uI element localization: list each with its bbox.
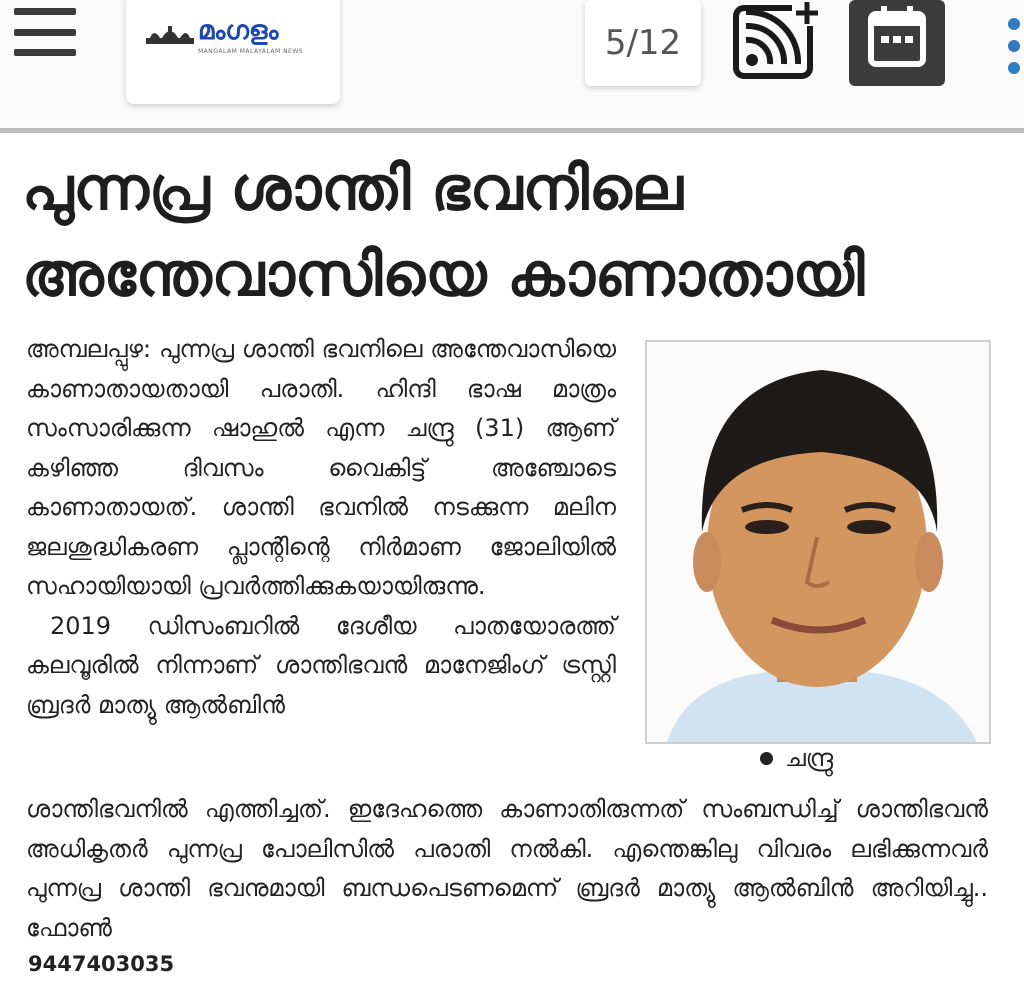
logo-emblem-icon <box>144 24 196 46</box>
photo-caption <box>760 744 833 772</box>
article-photo <box>645 340 991 744</box>
bullet-dot-icon <box>760 752 773 765</box>
logo-card[interactable] <box>126 0 340 104</box>
headline-line-2: അന്തേവാസിയെ കാണാതായി <box>22 240 865 310</box>
phone-number: 9447403035 <box>28 952 175 976</box>
caption-text: ചന്ദ്രു <box>785 744 834 772</box>
calendar-icon <box>849 0 945 86</box>
top-toolbar <box>0 0 1024 130</box>
page-counter[interactable]: 5/12 <box>585 0 701 86</box>
rss-add-icon[interactable] <box>730 0 822 82</box>
person-photo <box>647 342 989 742</box>
article-body-full: ശാന്തിഭവനിൽ എത്തിച്ചത്. ഇദേഹത്തെ കാണാതിരുന്നത് സംബന്ധിച്ച് ശാന്തിഭവൻ അധികൃതർ പുന്നപ്ര പോലിസിൽ പരാതി നൽകി. എന്തെങ്കിലു വിവരം ലഭിക്കുന്നവർ പുന്നപ്ര ശാന്തി ഭവനുമായി ബന്ധപെടണമെന്ന് ബ്രദർ മാത്യു ആൽബിൻ അറിയിച്ചു.. ഫോൺ <box>26 795 988 942</box>
body-paragraph-2: 2019 ഡിസംബറിൽ ദേശീയ പാതയോരത്ത് കലവൂരിൽ നിന്നാണ് ശാന്തിഭവൻ മാനേജിംഗ് ട്രസ്റ്റി ബ്രദർ മാത്യു ആൽബിൻ <box>26 611 616 719</box>
logo-text: മംഗളം <box>198 16 279 46</box>
calendar-button[interactable] <box>849 0 945 86</box>
toolbar-divider <box>0 128 1024 133</box>
logo-tagline: MANGALAM MALAYALAM NEWS <box>198 48 304 55</box>
article-headline <box>22 146 1012 318</box>
article-body-column <box>26 330 616 725</box>
more-vertical-icon[interactable] <box>1008 18 1024 78</box>
body-paragraph-1: അമ്പലപ്പുഴ: പുന്നപ്ര ശാന്തി ഭവനിലെ അന്തേവാസിയെ കാണാതായതായി പരാതി. ഹിന്ദി ഭാഷ മാത്രം സംസാരിക്കുന്ന ഷാഹുൽ എന്ന ചന്ദ്രു (31) ആണ് കഴിഞ്ഞ ദിവസം വൈകിട്ട് അഞ്ചോടെ കാണാതായത്. ശാന്തി ഭവനിൽ നടക്കുന്ന മലിന ജലശുദ്ധികരണ പ്ലാന്റിന്റെ നിർമാണ ജോലിയിൽ സഹായിയായി പ്രവർത്തിക്കുകയായിരുന്നു. <box>26 335 616 600</box>
hamburger-menu-icon[interactable] <box>14 8 76 56</box>
headline-line-1: പുന്നപ്ര ശാന്തി ഭവനിലെ <box>22 154 683 224</box>
